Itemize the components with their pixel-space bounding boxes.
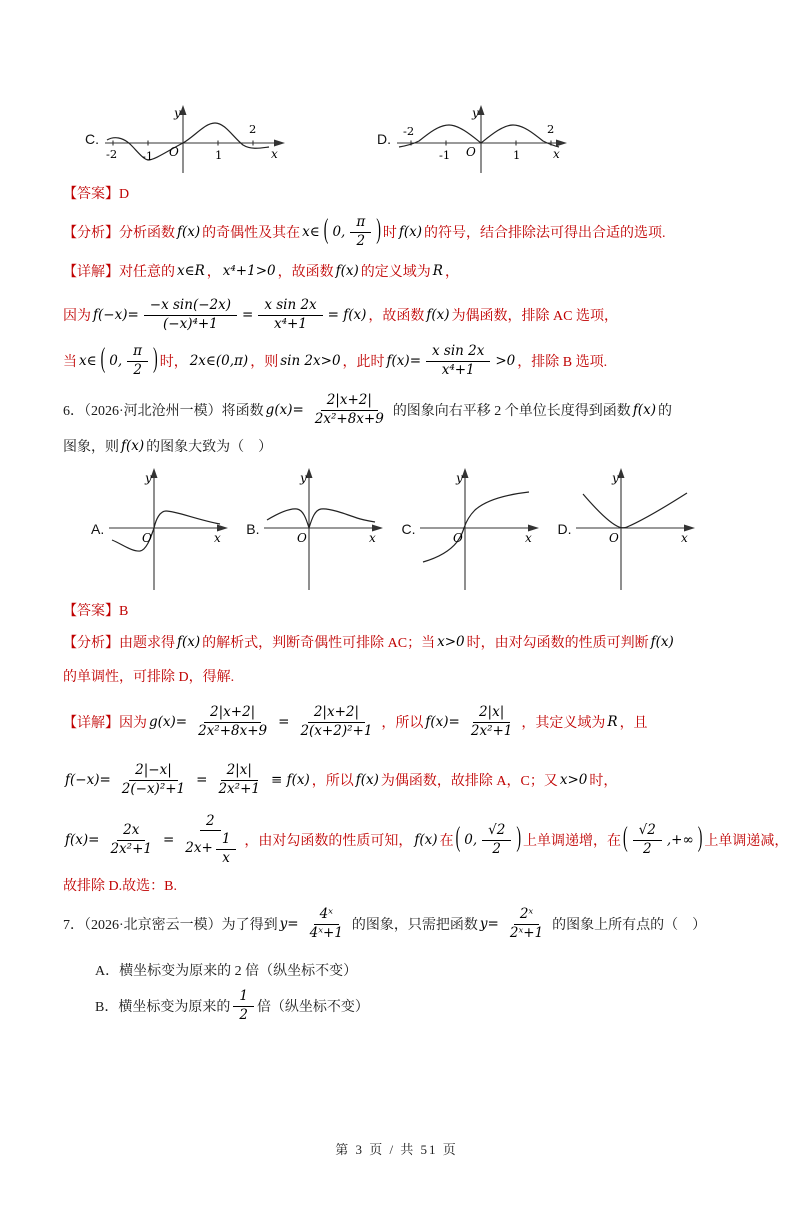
text-segment: 为偶函数，排除 AC 选项，	[451, 309, 619, 324]
text-segment: ，且	[619, 716, 648, 731]
x-axis-label: x	[525, 531, 533, 545]
tick-label: 1	[513, 148, 521, 162]
text-segment: 2	[492, 840, 502, 857]
text-segment: )	[376, 215, 381, 247]
text-segment: 2	[239, 1006, 248, 1023]
tick-label: 2	[249, 122, 257, 136]
text-segment: 2|x+2|	[313, 703, 360, 720]
tick-label: -1	[142, 149, 154, 163]
text-segment: x>0	[437, 634, 465, 650]
q7-stem-line	[63, 902, 733, 946]
text-segment: 2|x+2|	[326, 391, 372, 408]
fraction	[212, 762, 266, 798]
text-segment: 2	[206, 812, 215, 829]
text-segment: 0,	[332, 224, 346, 240]
fraction	[192, 704, 273, 740]
text-segment: 的奇偶性及其在	[202, 226, 301, 241]
q6-option-a-letter: A.	[91, 521, 105, 537]
text-segment: 的解析式，判断奇偶性可排除 AC；当	[202, 636, 436, 651]
fraction	[144, 297, 237, 333]
text-segment: 的符号，结合排除法可得出合适的选项.	[424, 226, 666, 241]
origin-label: O	[169, 145, 179, 159]
fraction	[179, 813, 241, 868]
text-segment: ，所以	[311, 774, 354, 789]
text-segment: 的图象上所有点的（ ）	[552, 918, 707, 933]
text-segment: sin 2x>0	[280, 353, 341, 369]
text-segment: ，则	[250, 355, 279, 370]
q6-stem-line-1	[63, 388, 733, 432]
text-segment: x⁴+1	[274, 315, 307, 332]
fraction	[233, 988, 254, 1024]
q6-analysis-line-2	[63, 664, 733, 688]
text-segment: π	[133, 342, 143, 359]
origin-label: O	[142, 531, 153, 545]
text-segment: f(x)	[632, 402, 656, 418]
text-segment: ，排除 B 选项.	[517, 355, 608, 370]
q6-detail-line-1	[63, 700, 733, 744]
origin-label: O	[297, 531, 308, 545]
fraction	[465, 704, 519, 740]
text-segment: 时	[382, 226, 397, 241]
y-axis-label: y	[174, 106, 181, 120]
text-segment: x sin 2x	[432, 342, 485, 359]
text-segment: 的图象向右平移 2 个单位长度得到函数	[392, 404, 631, 419]
fraction	[216, 831, 237, 867]
text-segment: x∈	[302, 224, 320, 240]
text-segment: x∈R	[177, 263, 205, 279]
text-segment: 倍（纵坐标不变）	[256, 1000, 369, 1016]
q7-option-a	[63, 958, 733, 982]
text-segment: (−x)⁴+1	[163, 315, 218, 332]
fraction	[104, 822, 158, 858]
text-segment: 2ˣ	[519, 905, 534, 922]
q5-detail-line-3	[63, 339, 733, 383]
text-segment: f(x)	[335, 263, 359, 279]
y-axis-label: y	[456, 471, 464, 485]
x-axis-label: x	[553, 147, 560, 161]
q5-graph-c	[101, 103, 291, 175]
text-segment: f(−x)=	[93, 307, 139, 323]
text-segment: =	[242, 307, 254, 323]
text-segment: 2|x|	[226, 761, 252, 778]
text-segment: R	[607, 714, 618, 730]
document-page	[0, 103, 793, 1225]
text-segment: )	[697, 823, 703, 855]
text-segment: 2	[642, 840, 652, 857]
text-segment: 2	[356, 232, 366, 249]
text-segment: 2x²+8x+9	[198, 722, 268, 739]
text-segment: 图象，则	[63, 440, 119, 455]
text-segment: g(x)=	[265, 402, 304, 418]
x-axis-arrow	[274, 140, 285, 147]
fraction	[294, 704, 378, 740]
fraction	[304, 906, 349, 942]
function-curve	[112, 511, 220, 551]
text-segment: f(x)	[650, 634, 674, 650]
text-segment: f(x)	[414, 832, 438, 848]
q6-answer-line	[63, 600, 733, 620]
text-segment: f(x)=	[425, 714, 460, 730]
text-segment: x⁴+1>0	[222, 263, 276, 279]
fraction	[504, 906, 549, 942]
y-axis-label: y	[300, 471, 308, 485]
text-segment: ，其定义域为	[521, 716, 606, 731]
fraction	[426, 343, 490, 379]
origin-label: O	[466, 145, 476, 159]
text-segment: f(x)	[426, 307, 450, 323]
text-segment: √2	[638, 821, 656, 838]
text-segment: 时，由对勾函数的性质可判断	[466, 636, 649, 651]
text-segment: 6．（2026·河北沧州一模）将函数	[63, 404, 264, 419]
text-segment: (	[323, 215, 329, 247]
text-segment: f(x)	[355, 772, 379, 788]
text-segment: 4ˣ+1	[309, 924, 343, 941]
text-segment: ，	[206, 265, 221, 280]
text-segment: B．横坐标变为原来的	[95, 1000, 231, 1016]
function-curve	[583, 493, 687, 528]
q6-option-d-letter: D.	[557, 521, 572, 537]
text-segment: g(x)=	[149, 714, 188, 730]
text-segment: √2	[488, 821, 506, 838]
text-segment: 2x	[123, 821, 140, 838]
text-segment: π	[356, 213, 366, 230]
text-segment: x∈	[79, 353, 97, 369]
text-segment: 的图象，只需把函数	[351, 918, 478, 933]
text-segment: f(x)	[177, 224, 201, 240]
q5-option-c-letter: C.	[85, 131, 99, 147]
text-segment: 2	[133, 361, 142, 378]
text-segment: 【答案】B	[63, 604, 129, 619]
text-segment: 故排除 D.故选：B.	[63, 879, 177, 894]
text-segment: f(x)=	[386, 353, 422, 369]
text-segment: 的单调性，可排除 D，得解.	[63, 670, 235, 685]
text-segment: ≡ f(x)	[270, 772, 310, 788]
text-segment: 2x+	[185, 840, 213, 857]
function-curve	[267, 509, 375, 528]
text-segment: 1	[239, 988, 248, 1004]
text-segment: 【分析】分析函数	[63, 226, 175, 241]
q5-detail-line-1	[63, 259, 733, 283]
text-segment: x	[222, 849, 230, 866]
text-segment: 上单调递增，在	[523, 834, 621, 849]
text-segment: )	[153, 344, 158, 376]
text-segment: 2x∈(0,π)	[189, 353, 249, 369]
text-segment: 1	[221, 831, 231, 848]
text-segment: 2x²+1	[218, 780, 260, 797]
text-segment: ,+∞	[666, 832, 694, 848]
text-segment: y=	[279, 916, 299, 932]
fraction	[633, 822, 662, 858]
text-segment: ，由对勾函数的性质可知，	[244, 834, 413, 849]
text-segment: 2|x|	[478, 703, 505, 720]
tick-label: 2	[547, 122, 555, 136]
q5-analysis-line	[63, 213, 733, 251]
fraction	[350, 214, 371, 250]
text-segment: = f(x)	[327, 307, 367, 323]
y-axis-label: y	[472, 106, 479, 120]
q6-stem-line-2	[63, 434, 733, 458]
q5-answer-line	[63, 183, 733, 203]
text-segment: 时，	[589, 774, 618, 789]
text-segment: 2x²+1	[470, 722, 513, 739]
text-segment: 在	[439, 834, 454, 849]
q5-graph-d	[393, 103, 573, 175]
text-segment: >0	[495, 353, 516, 369]
q5-detail-line-2	[63, 293, 733, 337]
text-segment: 2|−x|	[135, 761, 172, 778]
page-content	[0, 103, 793, 1024]
text-segment: 2x²+1	[110, 840, 152, 857]
text-segment: (	[455, 823, 461, 855]
tick-label: -2	[403, 124, 415, 138]
text-segment: )	[516, 823, 521, 855]
y-axis-label: y	[612, 471, 620, 485]
text-segment: 【分析】由题求得	[63, 636, 175, 651]
text-segment: 【详解】对任意的	[63, 265, 175, 280]
fraction	[116, 762, 191, 798]
text-segment: f(x)	[121, 438, 145, 454]
tick-label: -1	[439, 148, 451, 162]
q6-graph-b	[261, 464, 389, 594]
text-segment: x⁴+1	[441, 361, 475, 378]
text-segment: 【详解】因为	[63, 716, 147, 731]
text-segment: =	[278, 714, 290, 730]
text-segment: ，此时	[342, 355, 385, 370]
text-segment: y=	[479, 916, 499, 932]
text-segment: 上单调递减，	[704, 834, 789, 849]
q6-detail-line-3	[63, 812, 789, 868]
text-segment: 0,	[464, 832, 478, 848]
text-segment: 7．（2026·北京密云一模）为了得到	[63, 918, 278, 933]
page-footer: 第 3 页 / 共 51 页	[335, 1142, 458, 1157]
y-axis-label: y	[145, 471, 153, 485]
x-axis-label: x	[369, 531, 377, 545]
text-segment: 为偶函数，故排除 A，C；又	[380, 774, 558, 789]
q7-option-b	[63, 988, 733, 1024]
q6-detail-line-4	[63, 874, 733, 896]
text-segment: 2x²+8x+9	[314, 410, 384, 427]
text-segment: 当	[63, 355, 77, 370]
text-segment: x sin 2x	[264, 296, 317, 313]
text-segment: 2ˣ+1	[509, 924, 544, 941]
text-segment: f(−x)=	[65, 772, 111, 788]
text-segment: ，故函数	[277, 265, 334, 280]
q6-analysis-line-1	[63, 630, 733, 654]
q6-option-b-letter: B.	[246, 521, 260, 537]
function-curve	[107, 123, 269, 160]
text-segment: 2(−x)²+1	[121, 780, 186, 797]
q6-graph-a	[106, 464, 234, 594]
text-segment: −x sin(−2x)	[149, 296, 231, 313]
text-segment: 【答案】D	[63, 187, 130, 202]
q5-option-d-letter: D.	[377, 131, 391, 147]
function-curve	[423, 492, 529, 562]
q5-option-graphs	[85, 103, 733, 175]
tick-label: -2	[106, 147, 118, 161]
text-segment: A．横坐标变为原来的 2 倍（纵坐标不变）	[95, 964, 358, 979]
text-segment: x>0	[559, 772, 588, 788]
text-segment: 4ˣ	[319, 905, 333, 922]
x-axis-label: x	[681, 531, 689, 545]
text-segment: ，	[444, 265, 459, 280]
fraction	[258, 297, 322, 333]
x-axis-arrow	[556, 140, 567, 147]
text-segment: 时，	[159, 355, 188, 370]
q6-option-c-letter: C.	[401, 521, 416, 537]
text-segment: (	[623, 823, 628, 855]
tick-label: 1	[215, 148, 223, 162]
text-segment: R	[432, 263, 443, 279]
text-segment: f(x)=	[65, 832, 100, 848]
text-segment: 2(x+2)²+1	[300, 722, 373, 739]
text-segment: f(x)	[398, 224, 423, 240]
text-segment: =	[196, 772, 208, 788]
q6-detail-line-2	[63, 758, 733, 802]
text-segment: 的图象大致为（ ）	[146, 440, 273, 455]
text-segment: ，故函数	[368, 309, 425, 324]
x-axis-label: x	[214, 531, 222, 545]
text-segment: (	[100, 344, 106, 376]
text-segment: =	[162, 832, 175, 848]
q6-graph-c	[417, 464, 545, 594]
function-curve	[399, 125, 559, 147]
text-segment: 因为	[63, 309, 91, 324]
x-axis-label: x	[271, 147, 278, 161]
fraction	[482, 822, 511, 858]
text-segment: 的定义域为	[360, 265, 431, 280]
text-segment: 0,	[109, 353, 123, 369]
text-segment: f(x)	[177, 634, 201, 650]
q6-option-graphs	[91, 464, 733, 594]
text-segment: ，所以	[381, 716, 424, 731]
fraction	[127, 343, 148, 379]
text-segment: 的	[657, 404, 672, 419]
q6-graph-d	[573, 464, 701, 594]
origin-label: O	[609, 531, 620, 545]
text-segment: 2|x+2|	[210, 703, 256, 720]
fraction	[309, 392, 390, 428]
origin-label: O	[453, 531, 464, 545]
